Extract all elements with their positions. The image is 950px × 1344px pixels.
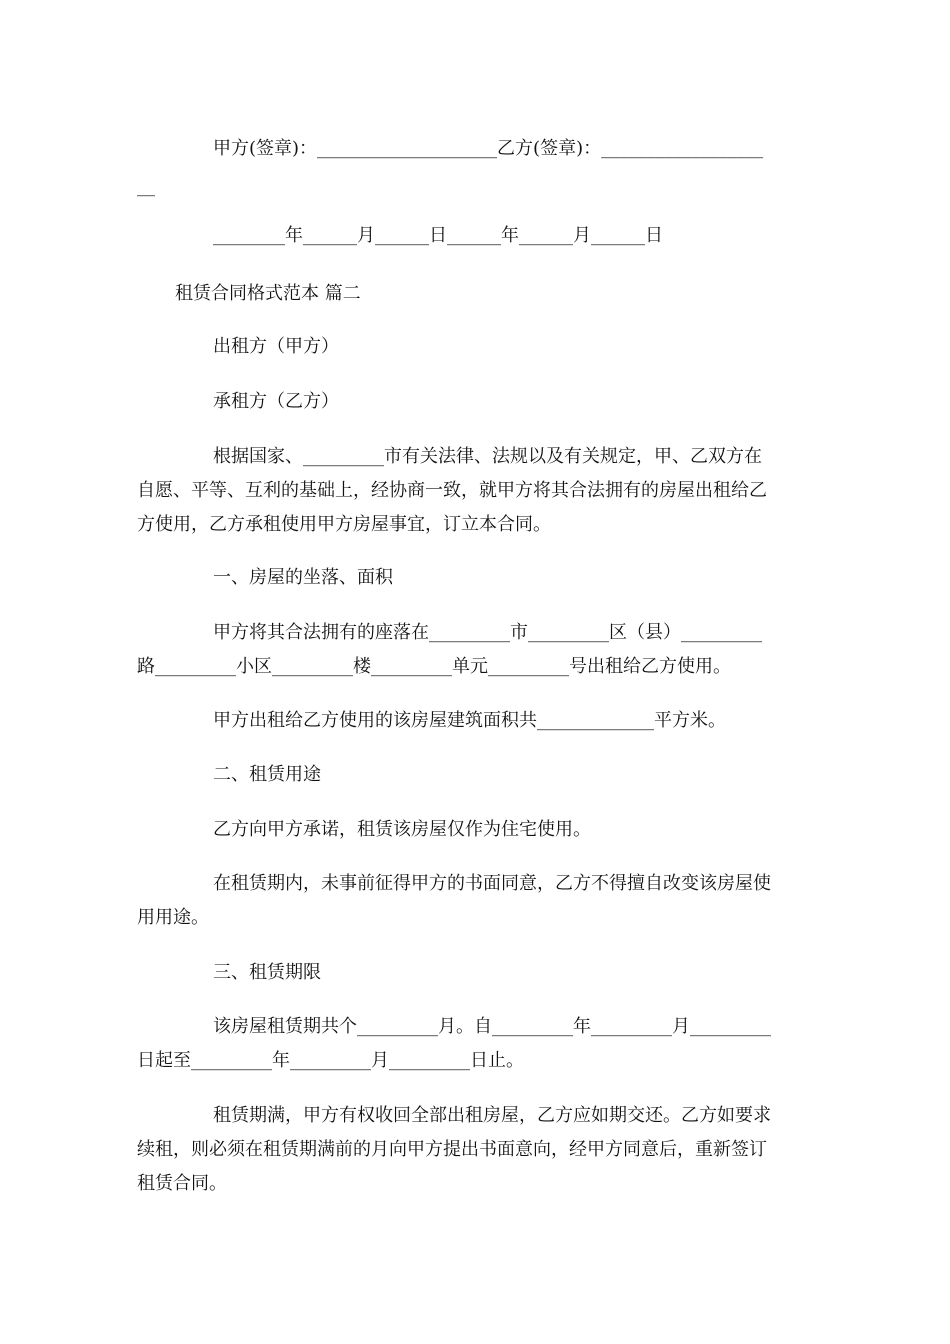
signature-line: 甲方(签章)：____________________乙方(签章)：__________________ — [213, 138, 764, 159]
term-line: 该房屋租赁期共个_________月。自_________年_________月_________ — [213, 1016, 771, 1037]
renewal-line: 租赁合同。 — [137, 1173, 227, 1194]
section-title: 租赁合同格式范本 篇二 — [175, 283, 361, 304]
heading-usage: 二、租赁用途 — [213, 764, 321, 785]
usage-change-line: 在租赁期内，未事前征得甲方的书面同意，乙方不得擅自改变该房屋使 — [213, 873, 771, 894]
heading-term: 三、租赁期限 — [213, 962, 321, 983]
heading-location-area: 一、房屋的坐落、面积 — [213, 567, 393, 588]
party-lessor: 出租方（甲方） — [213, 336, 339, 357]
location-line: 甲方将其合法拥有的座落在_________市_________区（县）_________ — [213, 622, 762, 643]
preamble-line: 根据国家、_________市有关法律、法规以及有关规定，甲、乙双方在 — [213, 446, 762, 467]
preamble-line: 方使用，乙方承租使用甲方房屋事宜，订立本合同。 — [137, 514, 551, 535]
signature-date-line: ________年______月______日______年______月______日 — [213, 225, 663, 246]
signature-line-wrap: __ — [137, 176, 155, 197]
party-lessee: 承租方（乙方） — [213, 391, 339, 412]
renewal-line: 续租，则必须在租赁期满前的月向甲方提出书面意向，经甲方同意后，重新签订 — [137, 1139, 767, 1160]
area-paragraph: 甲方出租给乙方使用的该房屋建筑面积共_____________平方米。 — [213, 710, 726, 731]
preamble-line: 自愿、平等、互利的基础上，经协商一致，就甲方将其合法拥有的房屋出租给乙 — [137, 480, 767, 501]
renewal-line: 租赁期满，甲方有权收回全部出租房屋，乙方应如期交还。乙方如要求 — [213, 1105, 771, 1126]
term-line: 日起至_________年_________月_________日止。 — [137, 1050, 524, 1071]
usage-change-line: 用用途。 — [137, 907, 209, 928]
location-line: 路_________小区_________楼_________单元_________号出租给乙方使用。 — [137, 656, 731, 677]
usage-promise: 乙方向甲方承诺，租赁该房屋仅作为住宅使用。 — [213, 819, 591, 840]
